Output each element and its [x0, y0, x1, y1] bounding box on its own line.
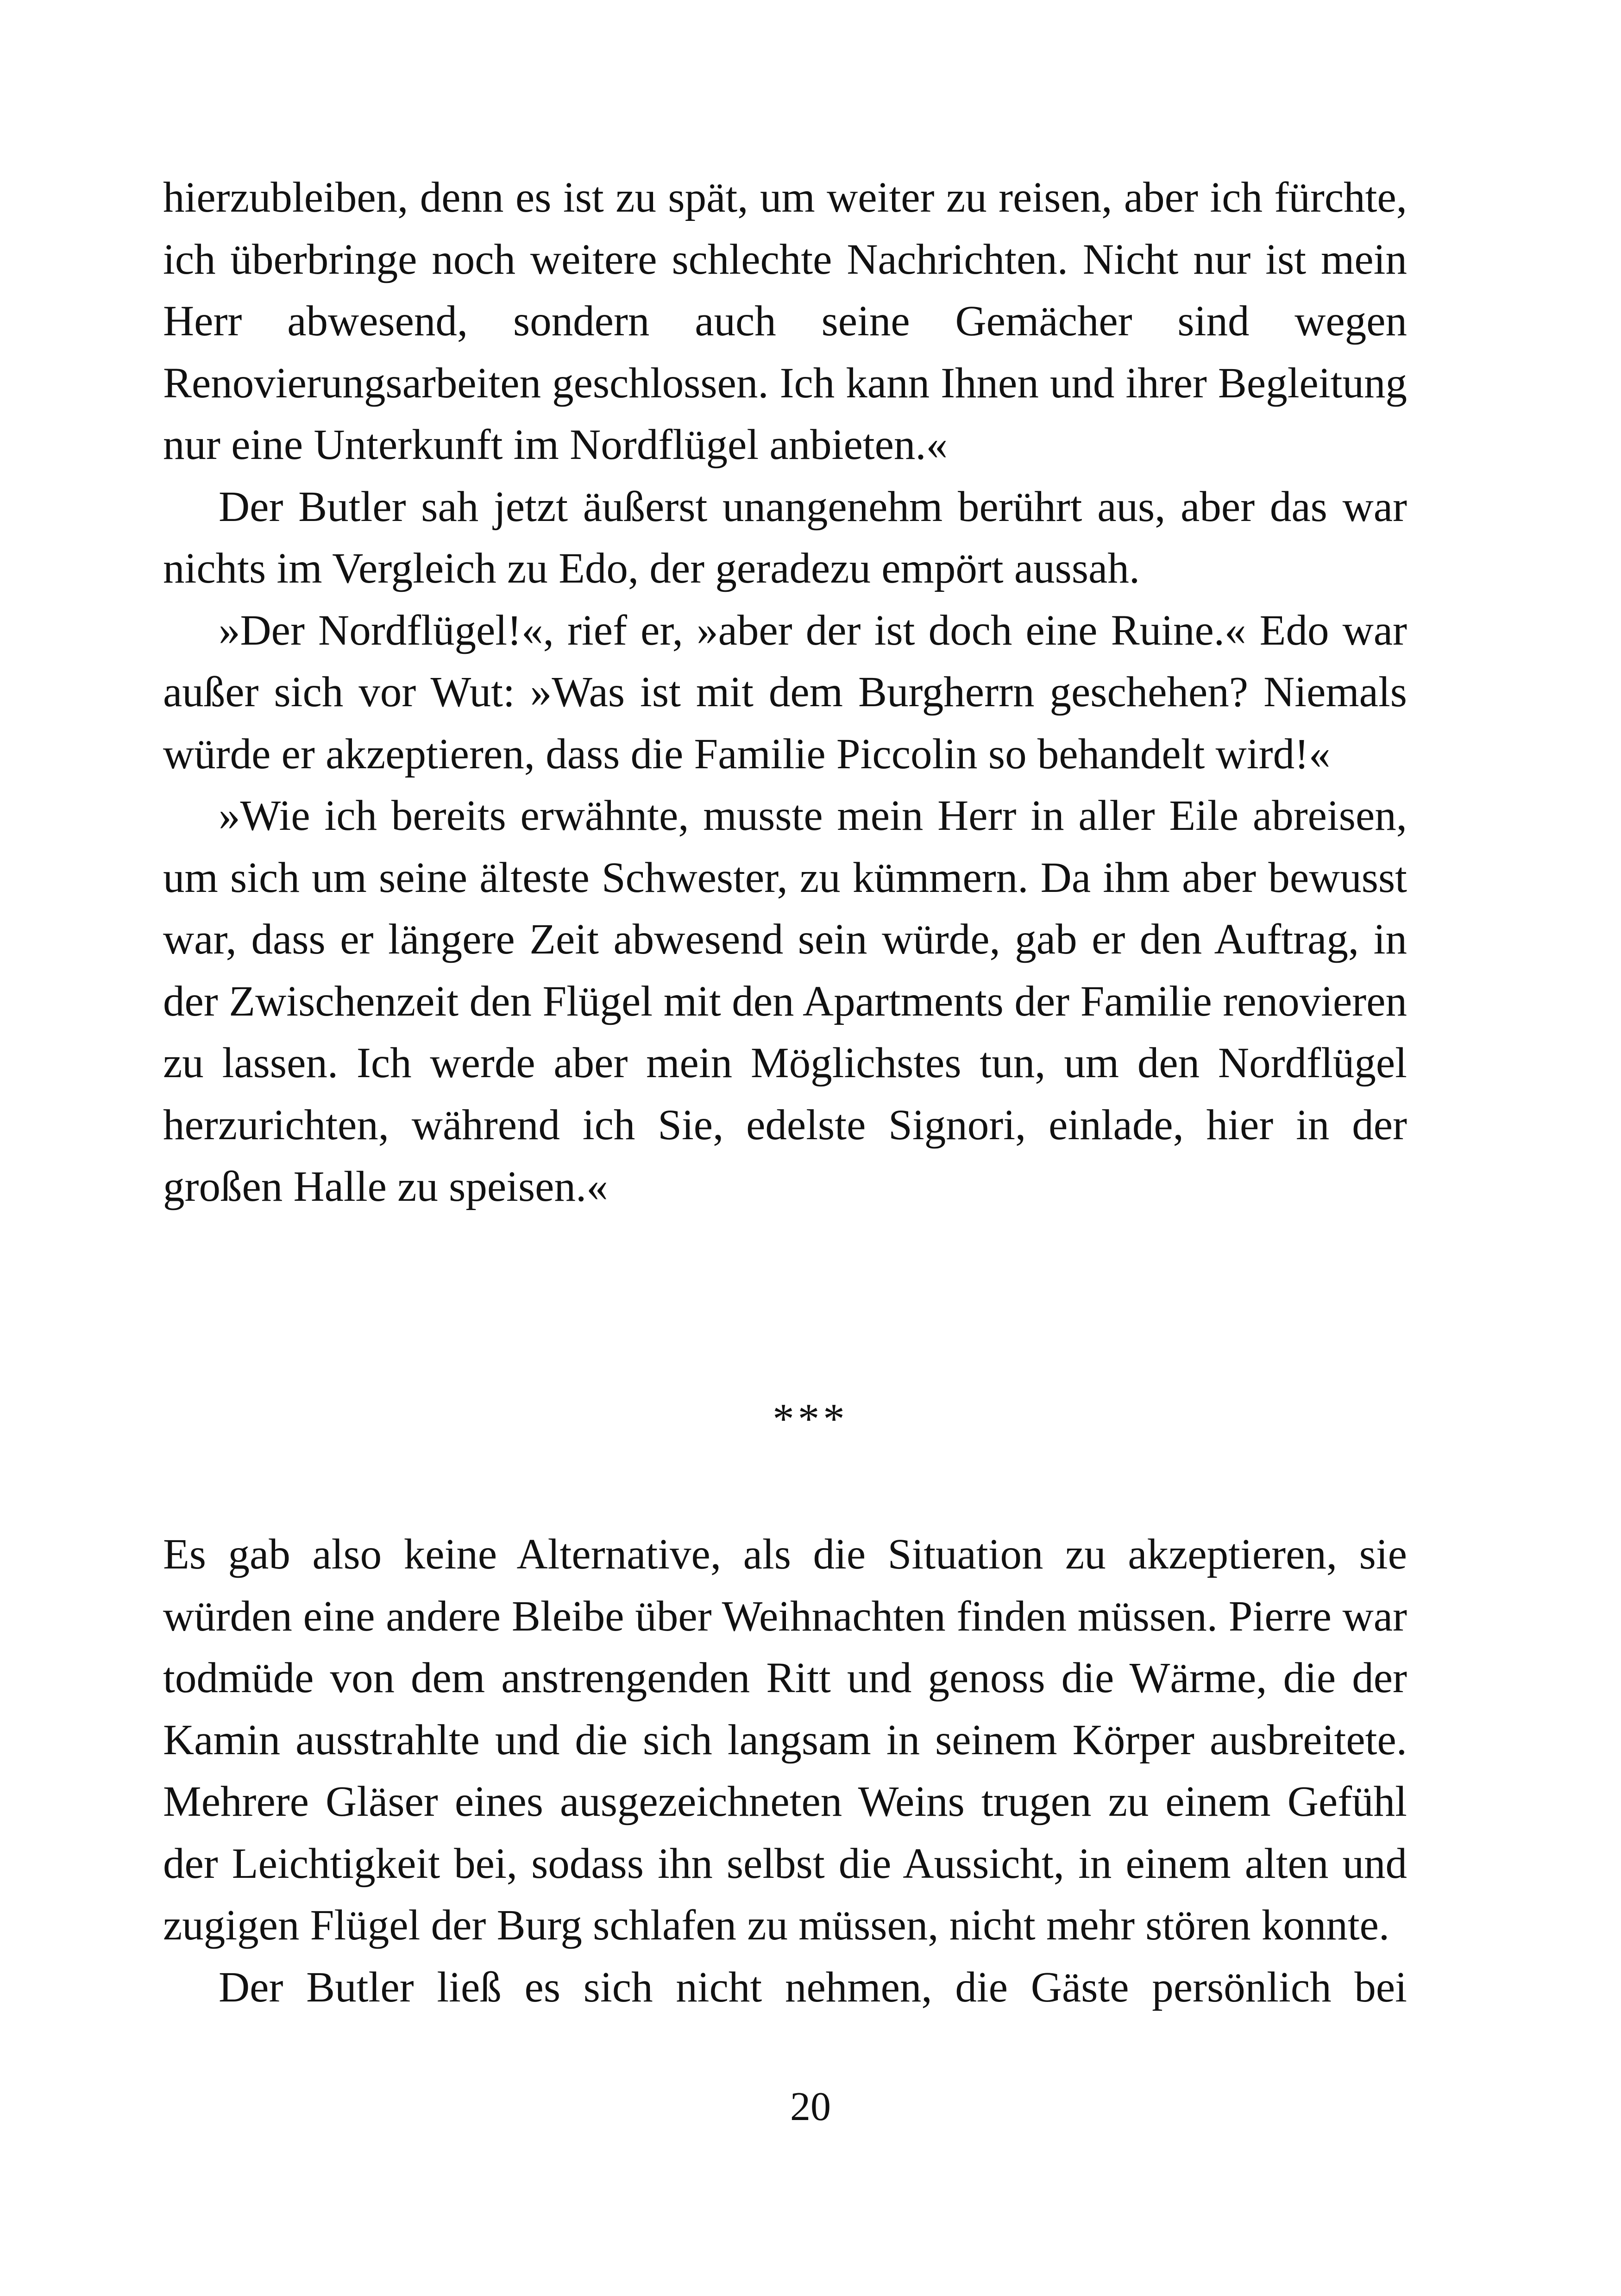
section-break: *** — [773, 1395, 848, 1443]
page-number: 20 — [790, 2084, 831, 2129]
paragraph: Es gab also keine Alternative, als die Situation zu akzeptieren, sie würden eine andere Bleibe über Weihnachten finden müssen. Pierre war todmüde von dem anstrengenden Ritt und genoss die Wärme, die der Kamin ausstrahlte und die sich langsam in seinem Körper ausbreitete. Mehrere Gläser eines ausgezeichneten Weins trugen zu einem Gefühl der Leichtigkeit bei, sodass ihn selbst die Aussicht, in einem alten und zugigen Flügel der Burg schlafen zu müssen, nicht mehr stören konnte. — [163, 1531, 1407, 1949]
text-block-top — [163, 167, 1407, 1218]
text-block-bottom — [163, 1524, 1407, 2018]
paragraph: »Wie ich bereits erwähnte, musste mein Herr in aller Eile abreisen, um sich um seine älteste Schwester, zu kümmern. Da ihm aber bewusst war, dass er längere Zeit abwesend sein würde, gab er den Auftrag, in der Zwischenzeit den Flügel mit den Apartments der Familie renovieren zu lassen. Ich werde aber mein Möglichstes tun, um den Nordflügel herzurichten, während ich Sie, edelste Signori, einlade, hier in der großen Halle zu speisen.« — [163, 792, 1407, 1211]
paragraph: »Der Nordflügel!«, rief er, »aber der ist doch eine Ruine.« Edo war außer sich vor Wut: »Was ist mit dem Burgherrn geschehen? Niemals würde er akzeptieren, dass die Familie Piccolin so behandelt wird!« — [163, 606, 1407, 778]
paragraph: Der Butler sah jetzt äußerst unangenehm berührt aus, aber das war nichts im Vergleich zu Edo, der geradezu empört aussah. — [163, 483, 1407, 592]
paragraph: Der Butler ließ es sich nicht nehmen, die Gäste persönlich bei — [219, 1963, 1407, 2011]
paragraph: hierzubleiben, denn es ist zu spät, um weiter zu reisen, aber ich fürchte, ich überbringe noch weitere schlechte Nachrichten. Nicht nur ist mein Herr abwesend, sondern auch seine Gemächer sind wegen Renovierungsarbeiten geschlossen. Ich kann Ihnen und ihrer Begleitung nur eine Unterkunft im Nordflügel anbieten.« — [163, 174, 1407, 469]
